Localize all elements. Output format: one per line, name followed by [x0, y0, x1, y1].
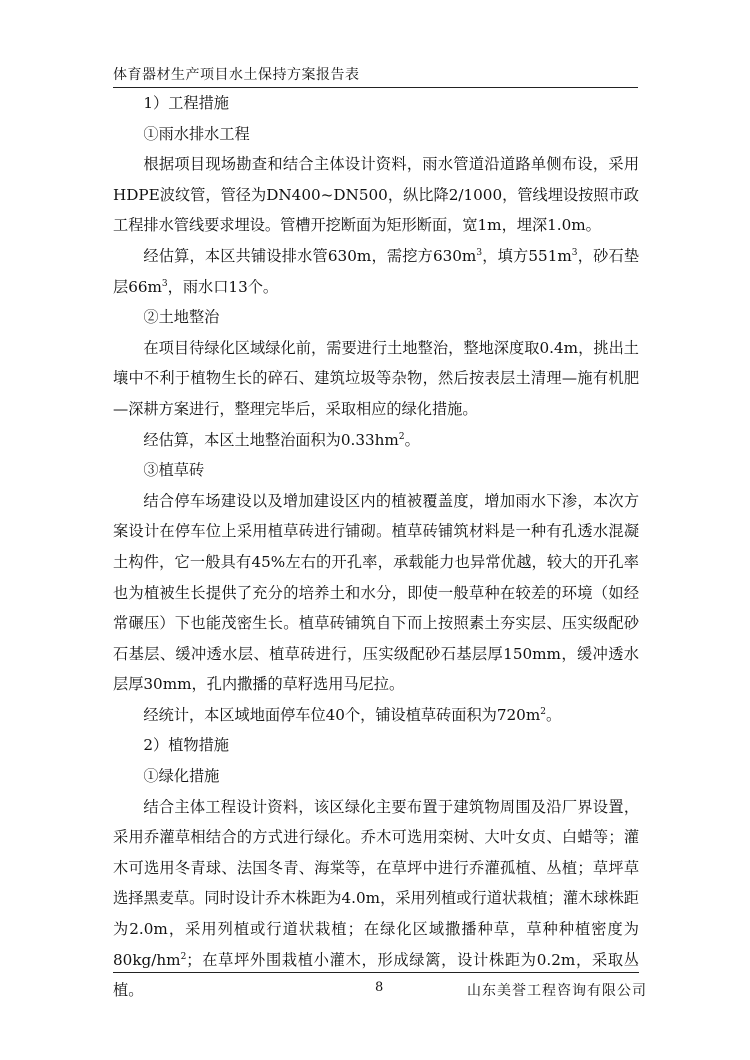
paragraph: 经估算，本区土地整治面积为$0.33hm^2$。	[143, 430, 420, 449]
section-heading: 1）工程措施	[143, 94, 229, 112]
page-number: 8	[375, 980, 384, 995]
page-header: 体育器材生产项目水土保持方案报告表	[113, 64, 638, 88]
subsection-heading: ③植草砖	[143, 461, 205, 480]
footer-company: 山东美誉工程咨询有限公司	[467, 983, 647, 999]
section-heading: 2）植物措施	[143, 736, 229, 755]
subsection-heading: ①绿化措施	[143, 767, 220, 786]
document-body	[113, 88, 639, 1006]
paragraph: 结合主体工程设计资料，该区绿化主要布置于建筑物周围及沿厂界设置，采用乔灌草相结合的方式进行绿化。乔木可选用栾树、大叶女贞、白蜡等；灌木可选用冬青球、法国冬青、海棠等，在草坪中进行乔灌孤植、丛植；草坪草选择黑麦草。同时设计乔木株距为4.0m，采用列植或行道状栽植；灌木球株距为2.0m，采用列植或行道状栽植；在绿化区域撒播种草，草种种植密度为$80kg/hm^2$；在草坪外围栽植小灌木，形成绿篱，设计株距为0.2m，采取丛植。	[113, 797, 639, 1000]
subsection-heading: ②土地整治	[143, 308, 220, 327]
paragraph: 经统计，本区域地面停车位40个，铺设植草砖面积为$720m^2$。	[143, 705, 562, 724]
subsection-heading: ①雨水排水工程	[143, 124, 250, 143]
paragraph: 根据项目现场勘查和结合主体设计资料，雨水管道沿道路单侧布设，采用HDPE波纹管，管径为DN400~DN500，纵比降2/1000，管线埋设按照市政工程排水管线要求埋设。管槽开挖断面为矩形断面，宽1m，埋深1.0m。	[113, 155, 639, 235]
footer-divider	[113, 972, 639, 973]
paragraph: 结合停车场建设以及增加建设区内的植被覆盖度，增加雨水下渗，本次方案设计在停车位上采用植草砖进行铺砌。植草砖铺筑材料是一种有孔透水混凝土构件，它一般具有45%左右的开孔率，承载能力也异常优越，较大的开孔率也为植被生长提供了充分的培养土和水分，即使一般草种在较差的环境（如经常碾压）下也能茂密生长。植草砖铺筑自下而上按照素土夯实层、压实级配砂石基层、缓冲透水层、植草砖进行，压实级配砂石基层厚150mm，缓冲透水层厚30mm，孔内撒播的草籽选用马尼拉。	[113, 491, 639, 694]
paragraph: 在项目待绿化区域绿化前，需要进行土地整治，整地深度取0.4m，挑出土壤中不利于植物生长的碎石、建筑垃圾等杂物，然后按表层土清理—施有机肥—深耕方案进行，整理完毕后，采取相应的绿化措施。	[113, 338, 639, 418]
paragraph: 经估算，本区共铺设排水管630m，需挖方$630m^3$，填方$551m^3$，砂石垫层$66m^3$，雨水口13个。	[113, 246, 640, 296]
